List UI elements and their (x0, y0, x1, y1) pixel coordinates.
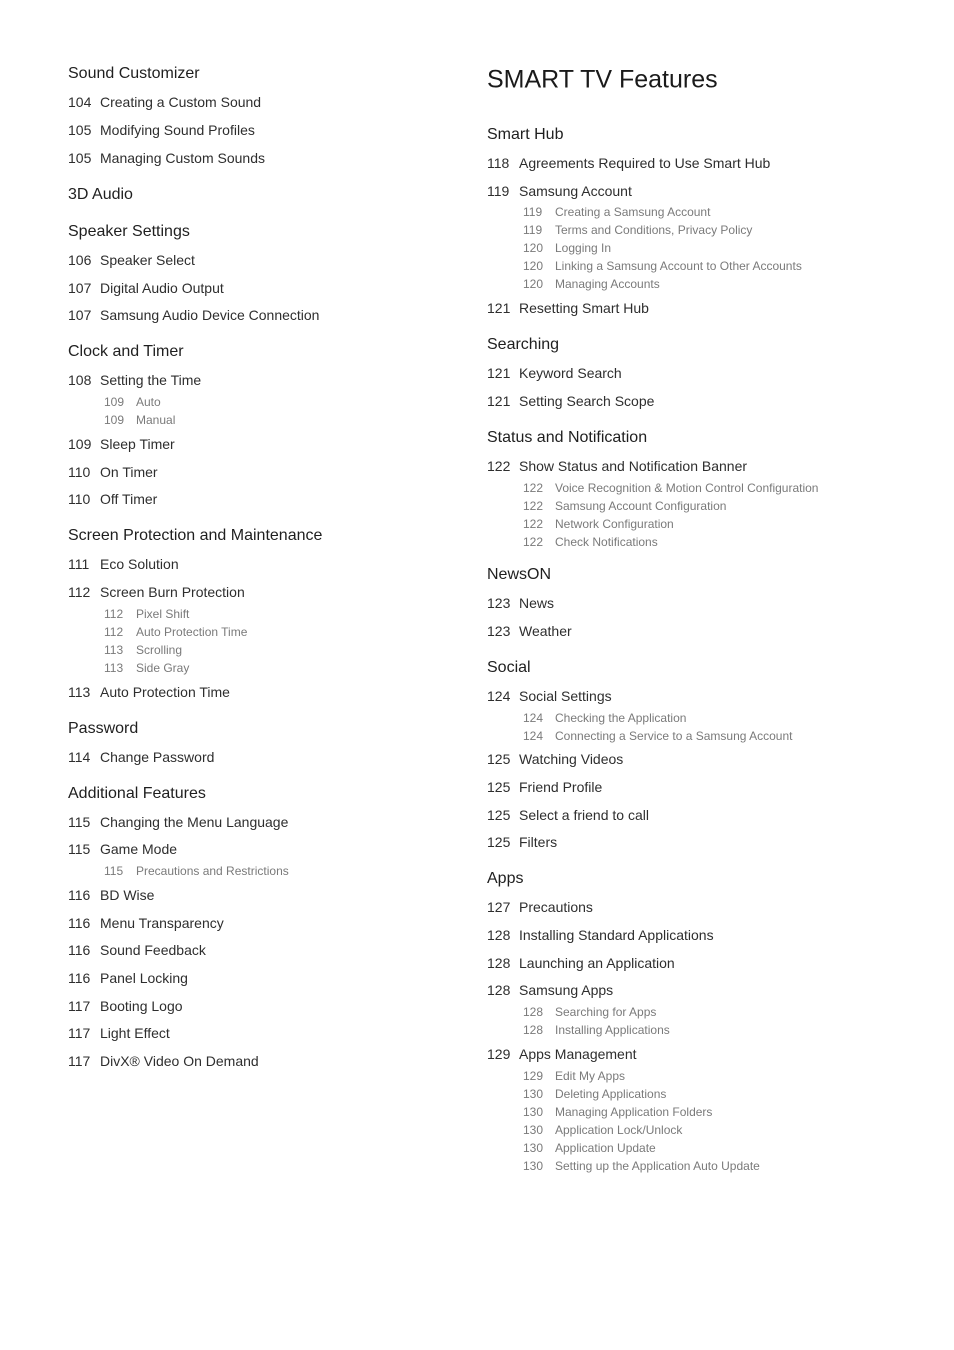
toc-subentry (523, 481, 818, 495)
entry-title: Sleep Timer (100, 436, 175, 452)
toc-subentry (104, 643, 182, 657)
page-number: 112 (104, 607, 124, 621)
entry-title: Precautions (519, 899, 593, 915)
page-number: 123 (487, 623, 511, 639)
toc-entry (68, 307, 319, 323)
page-number: 124 (487, 688, 511, 704)
subentry-title: Edit My Apps (555, 1069, 626, 1083)
toc-entry (487, 1046, 637, 1062)
toc-entry (487, 155, 770, 171)
subentry-title: Auto Protection Time (136, 625, 248, 639)
toc-subentry (104, 395, 161, 409)
toc-entry (487, 595, 554, 611)
toc-subentry (523, 205, 710, 219)
page-number: 113 (104, 643, 124, 657)
page-number: 117 (68, 998, 91, 1014)
entry-title: DivX® Video On Demand (100, 1053, 259, 1069)
page-number: 121 (487, 300, 511, 316)
subentry-title: Check Notifications (555, 535, 658, 549)
page-number: 114 (68, 749, 91, 765)
toc-subentry (523, 1105, 712, 1119)
section-heading: Searching (487, 336, 560, 353)
section-heading: NewsON (487, 566, 552, 583)
page-number: 112 (104, 625, 124, 639)
entry-title: Off Timer (100, 491, 158, 507)
page-number: 125 (487, 834, 511, 850)
entry-title: Creating a Custom Sound (100, 94, 262, 110)
page-number: 116 (68, 887, 91, 903)
entry-title: Filters (519, 834, 558, 850)
toc-entry (68, 94, 261, 110)
entry-title: Samsung Account (519, 183, 632, 199)
page-number: 128 (523, 1023, 544, 1037)
toc-entry (68, 841, 177, 857)
entry-title: Apps Management (519, 1046, 637, 1062)
subentry-title: Checking the Application (555, 711, 687, 725)
page-number: 125 (487, 807, 511, 823)
entry-title: Booting Logo (100, 998, 183, 1014)
section-heading: Speaker Settings (68, 223, 190, 240)
page-number: 110 (68, 464, 91, 480)
page-number: 105 (68, 122, 92, 138)
entry-title: Auto Protection Time (100, 684, 230, 700)
entry-title: Screen Burn Protection (100, 584, 245, 600)
toc-entry (68, 280, 224, 296)
entry-title: Friend Profile (519, 779, 603, 795)
entry-title: Keyword Search (519, 365, 622, 381)
entry-title: Weather (519, 623, 572, 639)
toc-entry (68, 372, 201, 388)
toc-entry (487, 927, 714, 943)
toc-subentry (104, 413, 175, 427)
section-heading: Apps (487, 870, 524, 887)
page-number: 111 (68, 556, 90, 572)
page-number: 118 (487, 155, 510, 171)
toc-entry (487, 688, 612, 704)
page-number: 113 (104, 661, 124, 675)
toc-subentry (523, 277, 660, 291)
page-number: 128 (487, 955, 511, 971)
toc-subentry (523, 223, 752, 237)
toc-entry (487, 623, 572, 639)
page-number: 113 (68, 684, 91, 700)
toc-entry (68, 122, 255, 138)
entry-title: Sound Feedback (100, 942, 206, 958)
page-number: 108 (68, 372, 92, 388)
toc-subentry (104, 607, 189, 621)
page-number: 125 (487, 779, 511, 795)
toc-subentry (523, 535, 658, 549)
entry-title: Change Password (100, 749, 215, 765)
toc-entry (487, 300, 649, 316)
entry-title: News (519, 595, 555, 611)
page-number: 119 (523, 205, 543, 219)
page-number: 115 (68, 814, 91, 830)
page-number: 129 (523, 1069, 544, 1083)
page-number: 128 (487, 982, 511, 998)
section-heading: Clock and Timer (68, 343, 184, 360)
entry-title: Show Status and Notification Banner (519, 458, 748, 474)
subentry-title: Managing Application Folders (555, 1105, 713, 1119)
page-number: 105 (68, 150, 92, 166)
page-number: 116 (68, 915, 91, 931)
entry-title: BD Wise (100, 887, 155, 903)
toc-entry (487, 458, 747, 474)
subentry-title: Application Update (555, 1141, 656, 1155)
subentry-title: Terms and Conditions, Privacy Policy (555, 223, 753, 237)
toc-entry (68, 436, 175, 452)
page-number: 119 (487, 183, 510, 199)
entry-title: Setting Search Scope (519, 393, 655, 409)
subentry-title: Side Gray (136, 661, 190, 675)
entry-title: Speaker Select (100, 252, 195, 268)
page-number: 121 (487, 365, 511, 381)
subentry-title: Precautions and Restrictions (136, 864, 289, 878)
subentry-title: Voice Recognition & Motion Control Configuration (555, 481, 819, 495)
page-number: 107 (68, 307, 92, 323)
page-number: 120 (523, 241, 544, 255)
page-number: 130 (523, 1123, 544, 1137)
toc-entry (487, 751, 623, 767)
toc-subentry (523, 241, 611, 255)
page-number: 106 (68, 252, 92, 268)
toc-subentry (104, 864, 289, 878)
entry-title: Changing the Menu Language (100, 814, 289, 830)
subentry-title: Scrolling (136, 643, 183, 657)
page-number: 122 (487, 458, 511, 474)
section-heading: Screen Protection and Maintenance (68, 527, 323, 544)
subentry-title: Creating a Samsung Account (555, 205, 711, 219)
toc-subentry (104, 625, 247, 639)
entry-title: Modifying Sound Profiles (100, 122, 255, 138)
page-number: 121 (487, 393, 511, 409)
toc-entry (487, 779, 602, 795)
page-number: 115 (104, 864, 124, 878)
page-number: 104 (68, 94, 92, 110)
toc-entry (68, 150, 265, 166)
toc-entry (487, 955, 675, 971)
page-number: 120 (523, 277, 544, 291)
page-number: 129 (487, 1046, 511, 1062)
page-number: 116 (68, 942, 91, 958)
toc-entry (487, 807, 649, 823)
toc-subentry (523, 711, 686, 725)
toc-entry (68, 1025, 170, 1041)
page-number: 130 (523, 1141, 544, 1155)
toc-entry (68, 556, 179, 572)
toc-subentry (523, 729, 792, 743)
toc-entry (68, 887, 154, 903)
section-heading: Smart Hub (487, 126, 564, 143)
page-number: 122 (523, 535, 544, 549)
entry-title: Setting the Time (100, 372, 202, 388)
toc-subentry (104, 661, 189, 675)
page-number: 112 (68, 584, 91, 600)
section-heading: Password (68, 720, 139, 737)
toc-subentry (523, 1005, 656, 1019)
section-heading: Status and Notification (487, 429, 648, 446)
entry-title: Samsung Apps (519, 982, 614, 998)
section-heading: Social (487, 659, 531, 676)
subentry-title: Network Configuration (555, 517, 674, 531)
entry-title: Menu Transparency (100, 915, 224, 931)
page-number: 127 (487, 899, 511, 915)
page-number: 124 (523, 729, 544, 743)
subentry-title: Searching for Apps (555, 1005, 657, 1019)
toc-entry (68, 584, 245, 600)
toc-subentry (523, 1087, 666, 1101)
toc-entry (487, 899, 593, 915)
toc-entry (68, 998, 183, 1014)
toc-entry (487, 393, 654, 409)
subentry-title: Setting up the Application Auto Update (555, 1159, 760, 1173)
entry-title: Panel Locking (100, 970, 188, 986)
page-number: 124 (523, 711, 544, 725)
entry-title: Resetting Smart Hub (519, 300, 649, 316)
page-number: 117 (68, 1053, 91, 1069)
section-heading: Additional Features (68, 785, 206, 802)
toc-entry (487, 982, 613, 998)
page-number: 122 (523, 517, 544, 531)
toc-entry (68, 814, 288, 830)
toc-entry (68, 915, 224, 931)
entry-title: Light Effect (100, 1025, 170, 1041)
toc-subentry (523, 1141, 656, 1155)
toc-entry (487, 834, 557, 850)
entry-title: Watching Videos (519, 751, 624, 767)
subentry-title: Managing Accounts (555, 277, 660, 291)
section-heading: 3D Audio (68, 186, 133, 203)
subentry-title: Auto (136, 395, 161, 409)
page-number: 120 (523, 259, 544, 273)
toc-subentry (523, 259, 802, 273)
page-number: 123 (487, 595, 511, 611)
entry-title: Installing Standard Applications (519, 927, 714, 943)
page-number: 107 (68, 280, 92, 296)
subentry-title: Manual (136, 413, 176, 427)
section-heading: Sound Customizer (68, 65, 200, 82)
page-number: 130 (523, 1105, 544, 1119)
toc-entry (68, 252, 195, 268)
subentry-title: Pixel Shift (136, 607, 190, 621)
entry-title: Game Mode (100, 841, 178, 857)
chapter-title: SMART TV Features (487, 65, 718, 94)
entry-title: Eco Solution (100, 556, 179, 572)
subentry-title: Application Lock/Unlock (555, 1123, 683, 1137)
subentry-title: Deleting Applications (555, 1087, 667, 1101)
page-number: 125 (487, 751, 511, 767)
toc-subentry (523, 517, 674, 531)
page-number: 109 (104, 395, 125, 409)
entry-title: Digital Audio Output (100, 280, 224, 296)
page-number: 110 (68, 491, 91, 507)
page-number: 130 (523, 1159, 544, 1173)
page-number: 117 (68, 1025, 91, 1041)
page-number: 122 (523, 499, 544, 513)
toc-entry (68, 464, 158, 480)
page-number: 122 (523, 481, 544, 495)
toc-subentry (523, 1159, 760, 1173)
entry-title: Social Settings (519, 688, 612, 704)
page-number: 116 (68, 970, 91, 986)
subentry-title: Logging In (555, 241, 612, 255)
page-number: 130 (523, 1087, 544, 1101)
subentry-title: Linking a Samsung Account to Other Accounts (555, 259, 802, 273)
toc-entry (68, 942, 206, 958)
entry-title: On Timer (100, 464, 158, 480)
toc-subentry (523, 1023, 670, 1037)
subentry-title: Installing Applications (555, 1023, 670, 1037)
toc-entry (68, 684, 230, 700)
toc-entry (487, 365, 622, 381)
page-number: 119 (523, 223, 543, 237)
page-number: 109 (104, 413, 125, 427)
toc-subentry (523, 1069, 625, 1083)
subentry-title: Connecting a Service to a Samsung Account (555, 729, 793, 743)
page-number: 109 (68, 436, 92, 452)
toc-subentry (523, 1123, 682, 1137)
page-number: 128 (523, 1005, 544, 1019)
subentry-title: Samsung Account Configuration (555, 499, 727, 513)
toc-subentry (523, 499, 726, 513)
toc-entry (68, 1053, 259, 1069)
entry-title: Launching an Application (519, 955, 675, 971)
entry-title: Samsung Audio Device Connection (100, 307, 320, 323)
toc-entry (68, 970, 188, 986)
toc-entry (68, 491, 157, 507)
page-number: 115 (68, 841, 91, 857)
entry-title: Select a friend to call (519, 807, 649, 823)
toc-entry (68, 749, 214, 765)
entry-title: Agreements Required to Use Smart Hub (519, 155, 771, 171)
page-number: 128 (487, 927, 511, 943)
toc-entry (487, 183, 632, 199)
entry-title: Managing Custom Sounds (100, 150, 265, 166)
